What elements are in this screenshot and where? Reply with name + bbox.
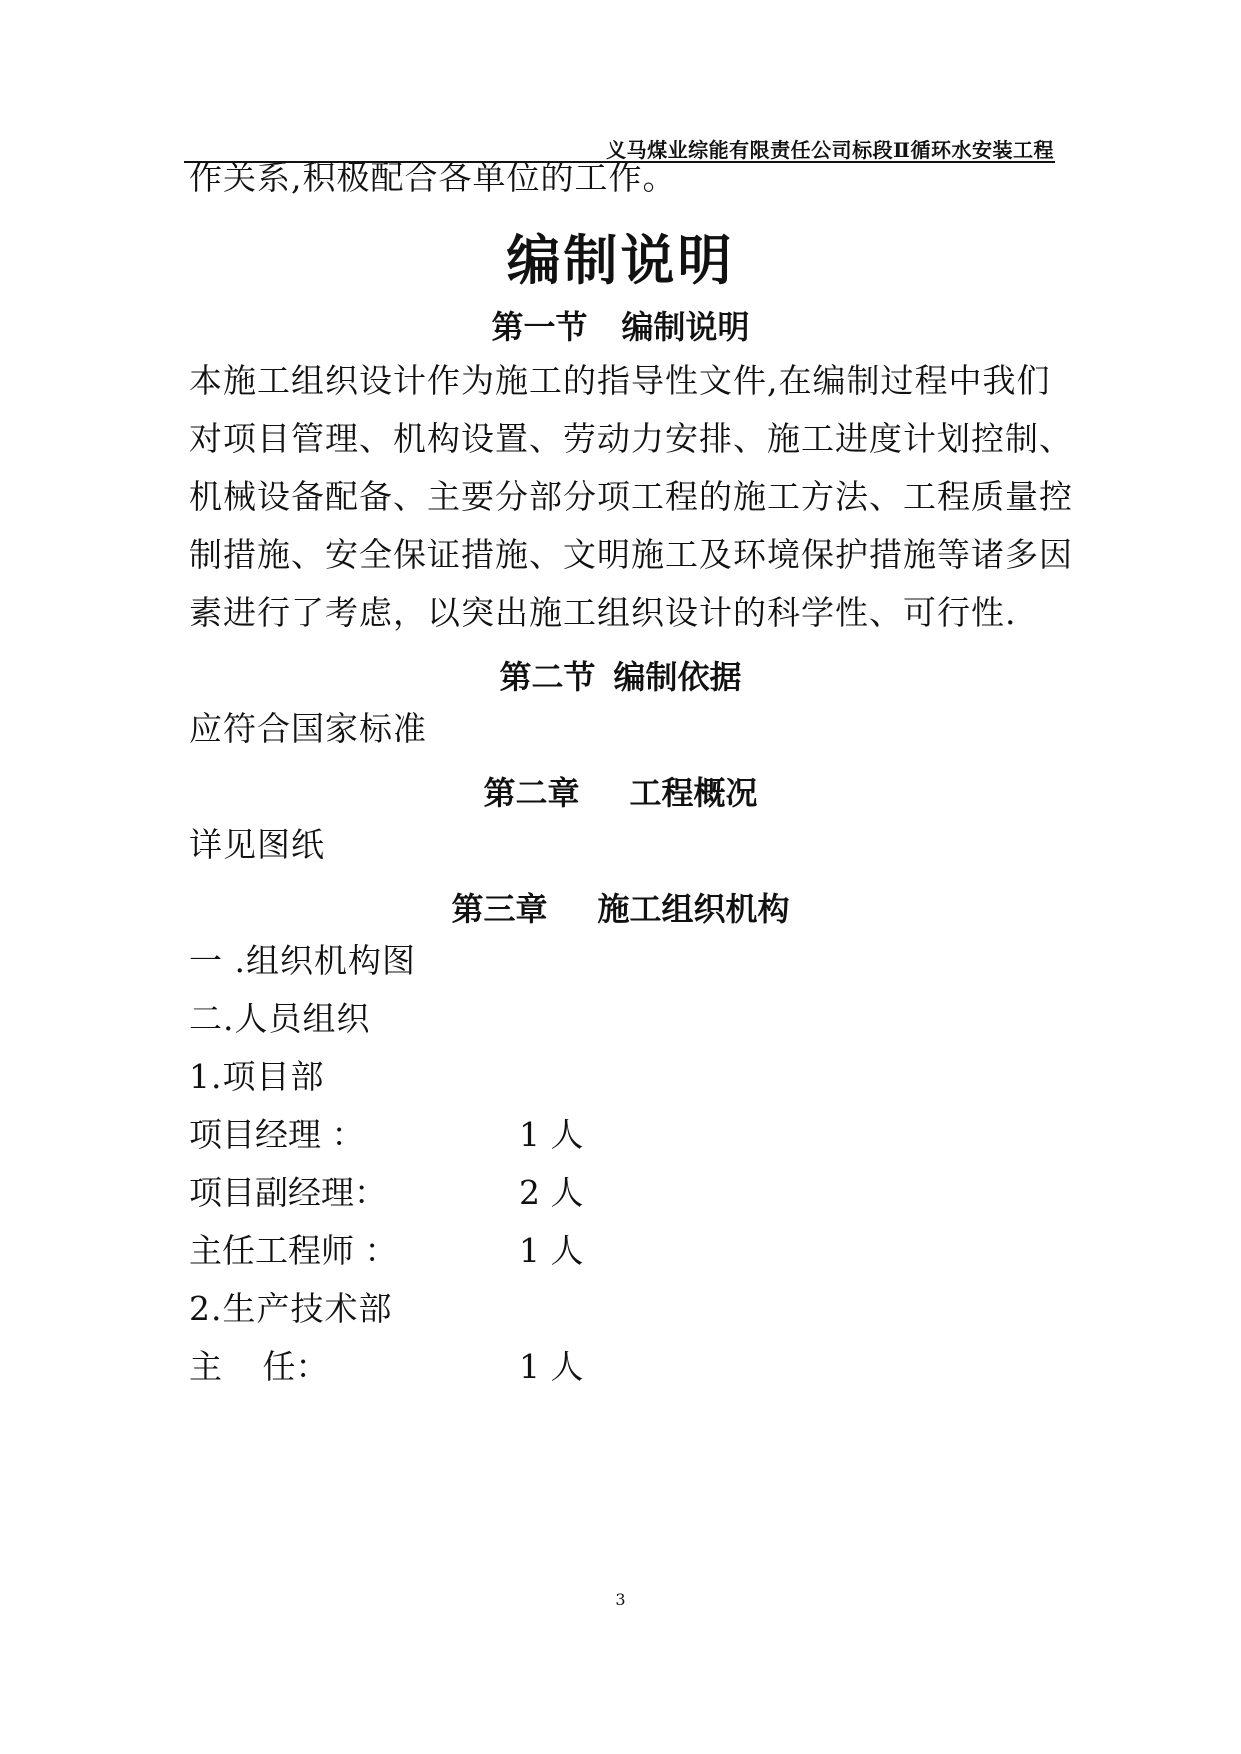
- chapter-2-heading: [0, 768, 1241, 814]
- staff-role: 项目经理 ：: [189, 1115, 365, 1154]
- section-2-text: 应符合国家标准: [189, 709, 427, 748]
- section-1-title: 编制说明: [621, 308, 750, 346]
- section-2-title: 编制依据: [613, 658, 742, 696]
- page-number: 3: [615, 1590, 626, 1609]
- department-heading: 2.生产技术部: [189, 1289, 393, 1328]
- running-header: 义马煤业综能有限责任公司标段Ⅱ循环水安装工程: [606, 138, 1054, 162]
- paragraph-line: 本施工组织设计作为施工的指导性文件,在编制过程中我们: [189, 361, 1051, 400]
- continuation-text: 作关系,积极配合各单位的工作。: [189, 158, 677, 197]
- list-item: 1.项目部: [189, 1057, 325, 1096]
- staff-role: 项目副经理：: [189, 1173, 387, 1212]
- document-title: 编制说明: [506, 228, 735, 292]
- chapter-2-number: 第二章: [483, 774, 580, 812]
- section-2-heading: [0, 652, 1241, 698]
- staff-row: [189, 1173, 584, 1213]
- chapter-3-heading: [0, 884, 1241, 930]
- staff-row: [189, 1115, 584, 1155]
- section-1-number: 第一节: [491, 308, 588, 346]
- paragraph-line: 素进行了考虑，以突出施工组织设计的科学性、可行性.: [189, 593, 1017, 632]
- list-item: 一 .组织机构图: [189, 941, 416, 980]
- paragraph-line: 对项目管理、机构设置、劳动力安排、施工进度计划控制、: [189, 419, 1073, 458]
- staff-row: [189, 1347, 584, 1387]
- section-2-number: 第二节: [499, 658, 596, 696]
- paragraph-line: 制措施、安全保证措施、文明施工及环境保护措施等诸多因: [189, 535, 1073, 574]
- staff-count: 1 人: [519, 1115, 584, 1154]
- chapter-2-title: 工程概况: [629, 774, 758, 812]
- chapter-3-number: 第三章: [451, 890, 548, 928]
- staff-role: 主任工程师 ：: [189, 1231, 398, 1270]
- staff-count: 2 人: [519, 1173, 584, 1212]
- staff-count: 1 人: [519, 1231, 584, 1270]
- section-1-heading: [0, 302, 1241, 348]
- staff-row: [189, 1231, 584, 1271]
- list-item: 二.人员组织: [189, 999, 371, 1038]
- staff-role: 主 任：: [189, 1347, 329, 1386]
- staff-count: 1 人: [519, 1347, 584, 1386]
- chapter-2-text: 详见图纸: [189, 825, 325, 864]
- paragraph-line: 机械设备配备、主要分部分项工程的施工方法、工程质量控: [189, 477, 1073, 516]
- chapter-3-title: 施工组织机构: [597, 890, 790, 928]
